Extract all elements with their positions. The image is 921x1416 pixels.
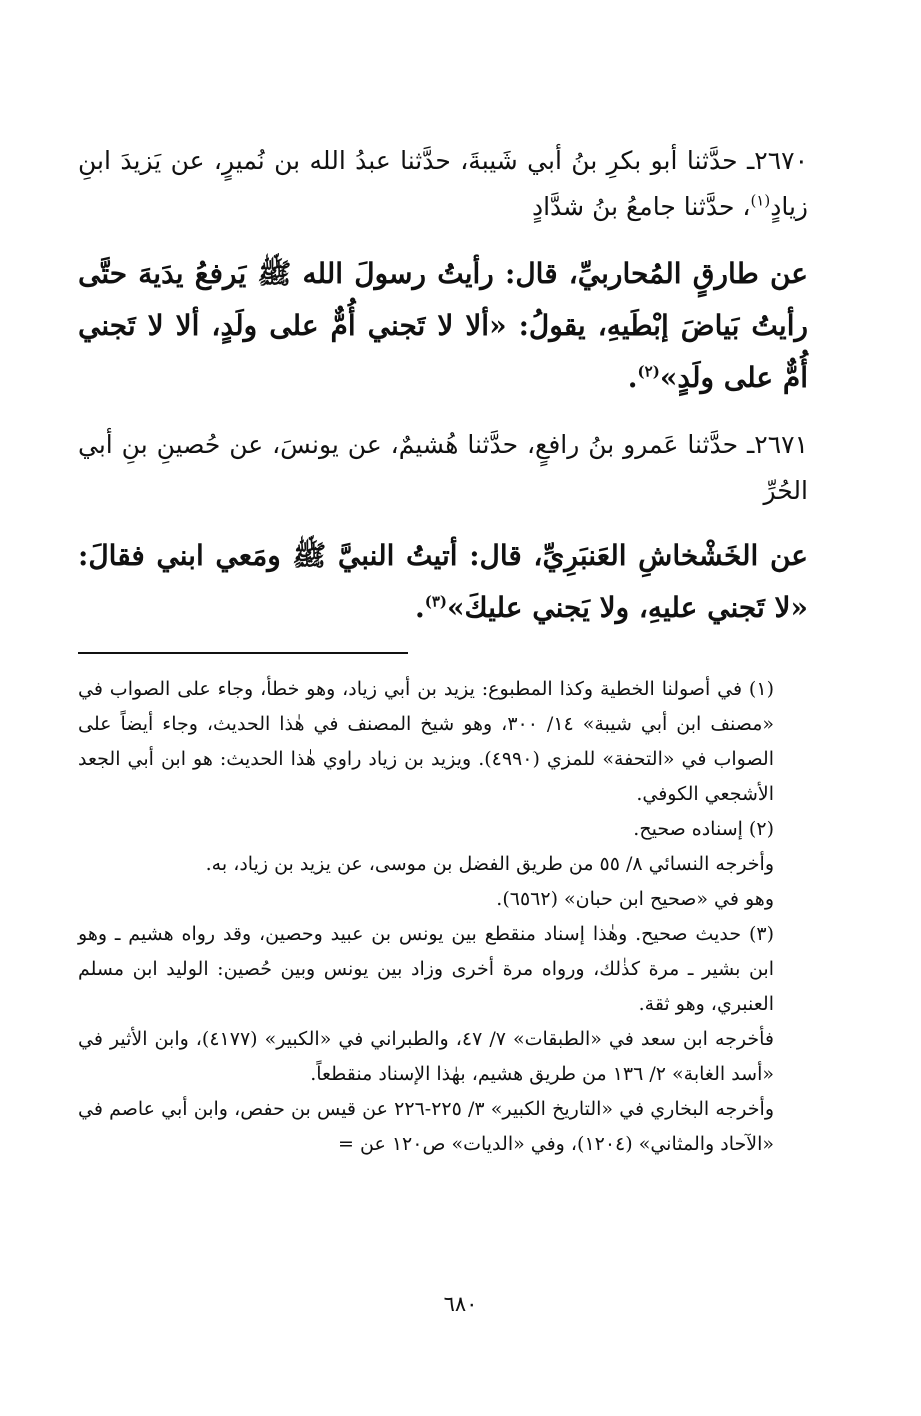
- footnote-ref-3[interactable]: (٣): [424, 592, 447, 611]
- sanad-text-end: ، حدَّثنا جامعُ بنُ شدَّادٍ: [531, 192, 751, 221]
- matn-text-end: .: [627, 361, 638, 394]
- footnote-ref-1[interactable]: (١): [750, 191, 771, 210]
- matn-text-end: .: [414, 591, 425, 624]
- matn-text: عن طارقٍ المُحاربيِّ، قال: رأيتُ رسولَ الله ﷺ يَرفعُ يدَيهَ حتَّى رأيتُ بَياضَ إبْطَيهِ، يقولُ: «ألا لا تَجني أُمٌّ على ولَدٍ، ألا لا تَجني أُمٌّ على ولَدٍ»: [78, 257, 808, 394]
- footnote-2-line-2: وأخرجه النسائي ٨/ ٥٥ من طريق الفضل بن موسى، عن يزيد بن زياد، به.: [205, 853, 774, 875]
- hadith-2671-sanad: ٢٦٧١ـ حدَّثنا عَمرو بنُ رافعٍ، حدَّثنا هُشيمٌ، عن يونسَ، عن حُصينِ بنِ أبي الحُرِّ: [78, 430, 808, 505]
- footnote-separator: [78, 652, 408, 654]
- page-body: [78, 138, 808, 1162]
- page-number: ٦٨٠: [443, 1292, 478, 1316]
- footnote-3: (٣) حديث صحيح. وهٰذا إسناد منقطع بين يونس بن عبيد وحصين، وقد رواه هشيم ـ وهو ابن بشير ـ مرة كذٰلك، ورواه مرة أخرى وزاد بين يونس وبين حُصين: الوليد ابن مسلم العنبري، وهو ثقة.: [78, 923, 774, 1015]
- footnote-ref-2[interactable]: (٢): [637, 362, 660, 381]
- hadith-2670-sanad: [78, 138, 808, 230]
- matn-text: عن الخَشْخاشِ العَنبَرِيِّ، قال: أتيتُ النبيَّ ﷺ ومَعي ابني فقالَ: «لا تَجني عليهِ، ولا يَجني عليكَ»: [78, 539, 808, 624]
- footnote-2: (٢) إسناده صحيح.: [633, 818, 774, 840]
- hadith-2671-matn: [78, 530, 808, 634]
- footnote-2-line-3: وهو في «صحيح ابن حبان» (٦٥٦٢).: [496, 888, 774, 910]
- footnote-1: (١) في أصولنا الخطية وكذا المطبوع: يزيد بن أبي زياد، وهو خطأ، وجاء على الصواب في «مصنف ابن أبي شيبة» ١٤/ ٣٠٠، وهو شيخ المصنف في هٰذا الحديث، وجاء أيضاً على الصواب في «التحفة» للمزي (٤٩٩٠). ويزيد بن زياد راوي هٰذا الحديث: هو ابن أبي الجعد الأشجعي الكوفي.: [78, 678, 774, 805]
- sanad-text: ٢٦٧٠ـ حدَّثنا أبو بكرِ بنُ أبي شَيبةَ، حدَّثنا عبدُ الله بن نُميرٍ، عن يَزيدَ ابنِ زيادٍ: [78, 146, 808, 221]
- footnote-3-para-2: فأخرجه ابن سعد في «الطبقات» ٧/ ٤٧، والطبراني في «الكبير» (٤١٧٧)، وابن الأثير في «أسد الغابة» ٢/ ١٣٦ من طريق هشيم، بهٰذا الإسناد منقطعاً.: [78, 1028, 774, 1085]
- hadith-2670-matn: [78, 248, 808, 404]
- footnote-3-para-3: وأخرجه البخاري في «التاريخ الكبير» ٣/ ٢٢٥-٢٢٦ عن قيس بن حفص، وابن أبي عاصم في «الآحاد والمثاني» (١٢٠٤)، وفي «الديات» ص١٢٠ عن =: [78, 1098, 774, 1155]
